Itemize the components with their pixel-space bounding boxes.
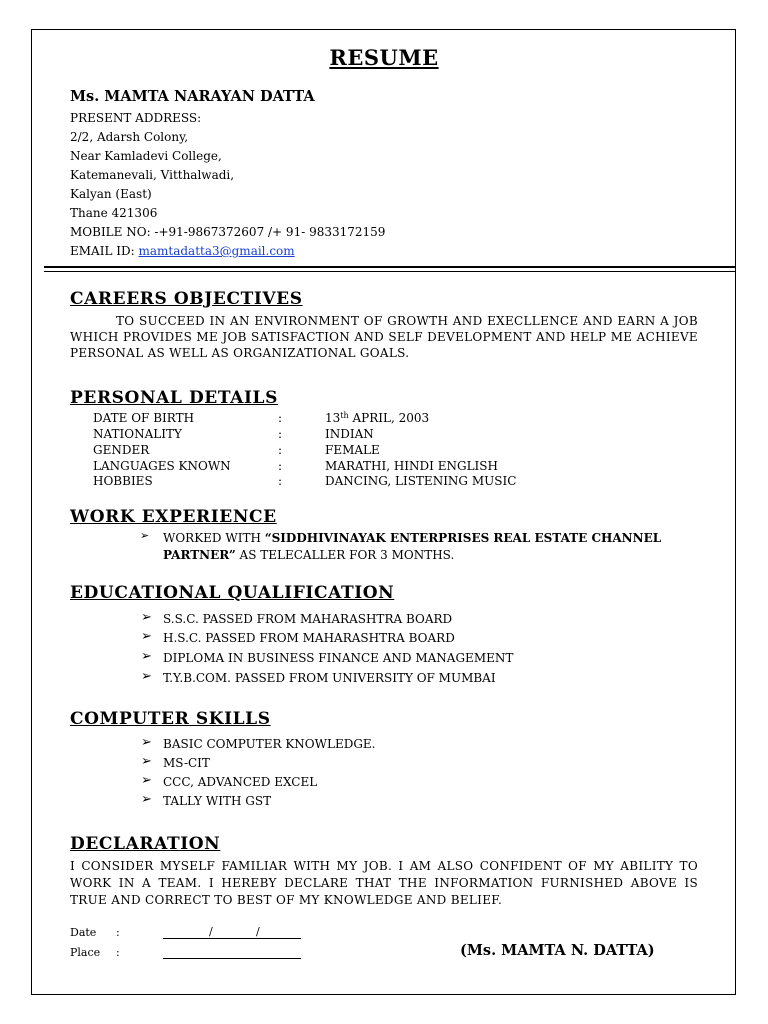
address-label: PRESENT ADDRESS: bbox=[70, 111, 202, 125]
detail-colon: : bbox=[278, 443, 283, 457]
work-text: WORKED WITH “SIDDHIVINAYAK ENTERPRISES REAL ESTATE CHANNEL PARTNER” AS TELECALLER FOR 3 MONTHS. bbox=[163, 531, 662, 562]
objectives-heading: CAREERS OBJECTIVES bbox=[70, 289, 303, 309]
date-field-line bbox=[163, 938, 301, 939]
education-text: DIPLOMA IN BUSINESS FINANCE AND MANAGEMENT bbox=[163, 651, 514, 665]
place-field-line bbox=[163, 958, 301, 959]
detail-label: DATE OF BIRTH bbox=[93, 411, 195, 425]
skill-text: TALLY WITH GST bbox=[163, 794, 272, 808]
detail-value: FEMALE bbox=[325, 443, 380, 457]
resume-title: RESUME bbox=[329, 45, 439, 70]
arrow-bullet-icon: ➢ bbox=[141, 792, 152, 807]
detail-value: DANCING, LISTENING MUSIC bbox=[325, 474, 517, 488]
personal-heading: PERSONAL DETAILS bbox=[70, 388, 278, 408]
education-text: S.S.C. PASSED FROM MAHARASHTRA BOARD bbox=[163, 612, 453, 626]
skills-heading: COMPUTER SKILLS bbox=[70, 709, 271, 729]
declaration-heading: DECLARATION bbox=[70, 834, 221, 854]
education-text: T.Y.B.COM. PASSED FROM UNIVERSITY OF MUMBAI bbox=[163, 671, 496, 685]
arrow-bullet-icon: ➢ bbox=[140, 529, 150, 542]
detail-value: 13th APRIL, 2003 bbox=[325, 411, 430, 425]
skill-text: MS-CIT bbox=[163, 756, 210, 770]
address-line: Kalyan (East) bbox=[70, 187, 152, 201]
divider-thick bbox=[44, 266, 736, 268]
arrow-bullet-icon: ➢ bbox=[141, 754, 152, 769]
objectives-text: TO SUCCEED IN AN ENVIRONMENT OF GROWTH AND EXECLLENCE AND EARN A JOB WHICH PROVIDES ME JOB SATISFACTION AND SELF DEVELOPMENT AND HELP ME ACHIEVE PERSONAL AS WELL AS ORGANIZATIONAL GOALS. bbox=[70, 314, 698, 360]
arrow-bullet-icon: ➢ bbox=[141, 629, 152, 644]
arrow-bullet-icon: ➢ bbox=[141, 669, 152, 684]
education-heading: EDUCATIONAL QUALIFICATION bbox=[70, 583, 395, 603]
arrow-bullet-icon: ➢ bbox=[141, 649, 152, 664]
detail-value: MARATHI, HINDI ENGLISH bbox=[325, 459, 498, 473]
email-label: EMAIL ID: bbox=[70, 244, 139, 258]
address-line: Katemanevali, Vitthalwadi, bbox=[70, 168, 235, 182]
place-colon: : bbox=[116, 946, 120, 959]
address-block bbox=[70, 109, 385, 261]
date-slash: / bbox=[209, 925, 213, 938]
address-line: Thane 421306 bbox=[70, 206, 158, 220]
date-slash: / bbox=[256, 925, 260, 938]
email-row bbox=[70, 242, 385, 261]
candidate-name: Ms. MAMTA NARAYAN DATTA bbox=[70, 88, 315, 105]
skill-text: CCC, ADVANCED EXCEL bbox=[163, 775, 318, 789]
email-link[interactable]: mamtadatta3@gmail.com bbox=[138, 244, 295, 258]
place-label: Place bbox=[70, 946, 101, 959]
work-heading: WORK EXPERIENCE bbox=[70, 507, 277, 527]
skill-text: BASIC COMPUTER KNOWLEDGE. bbox=[163, 737, 376, 751]
declaration-text: I CONSIDER MYSELF FAMILIAR WITH MY JOB. I AM ALSO CONFIDENT OF MY ABILITY TO WORK IN A TEAM. I HEREBY DECLARE THAT THE INFORMATION FURNISHED ABOVE IS TRUE AND CORRECT TO BEST OF MY KNOWLEDGE AND BELIEF. bbox=[70, 859, 698, 907]
arrow-bullet-icon: ➢ bbox=[141, 735, 152, 750]
divider-thin bbox=[44, 271, 736, 272]
education-text: H.S.C. PASSED FROM MAHARASHTRA BOARD bbox=[163, 631, 455, 645]
detail-value: INDIAN bbox=[325, 427, 374, 441]
arrow-bullet-icon: ➢ bbox=[141, 773, 152, 788]
arrow-bullet-icon: ➢ bbox=[141, 610, 152, 625]
signature-name: (Ms. MAMTA N. DATTA) bbox=[460, 942, 655, 959]
detail-colon: : bbox=[278, 459, 283, 473]
date-colon: : bbox=[116, 926, 120, 939]
date-label: Date bbox=[70, 926, 97, 939]
detail-colon: : bbox=[278, 427, 283, 441]
detail-colon: : bbox=[278, 411, 283, 425]
detail-label: GENDER bbox=[93, 443, 150, 457]
mobile-number: MOBILE NO: -+91-9867372607 /+ 91- 9833172159 bbox=[70, 225, 386, 239]
detail-label: LANGUAGES KNOWN bbox=[93, 459, 231, 473]
address-line: Near Kamladevi College, bbox=[70, 149, 222, 163]
detail-label: HOBBIES bbox=[93, 474, 153, 488]
address-line: 2/2, Adarsh Colony, bbox=[70, 130, 189, 144]
detail-colon: : bbox=[278, 474, 283, 488]
detail-label: NATIONALITY bbox=[93, 427, 182, 441]
